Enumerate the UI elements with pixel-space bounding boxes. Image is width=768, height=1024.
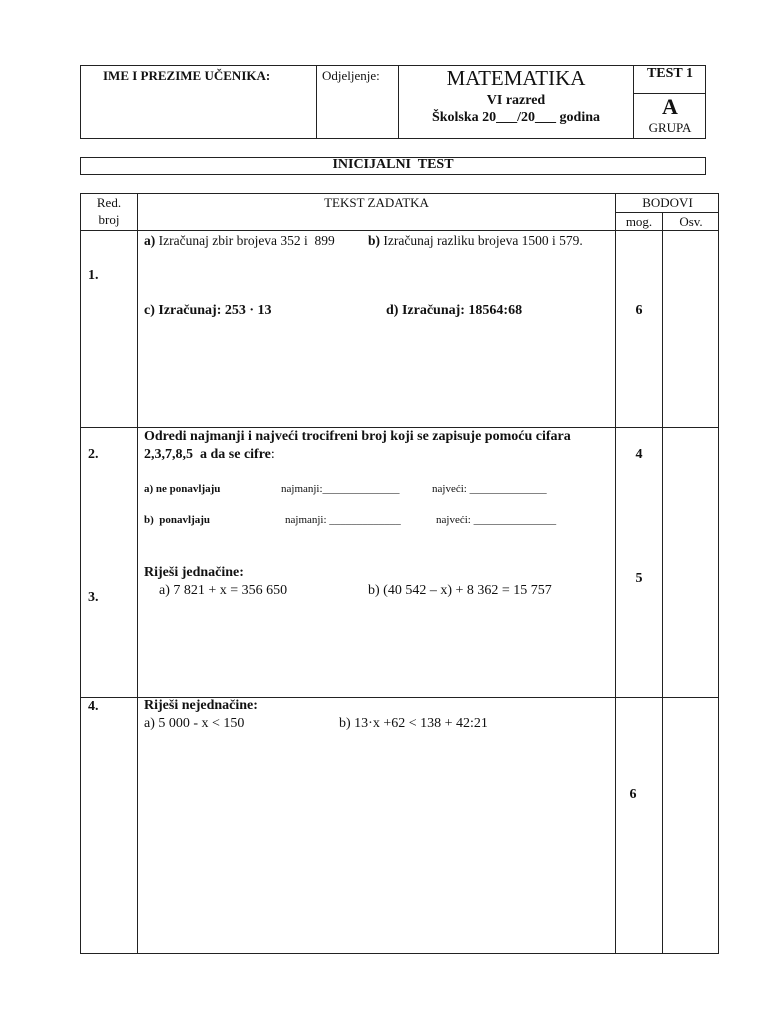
task-3b: b) (40 542 – x) + 8 362 = 15 757 xyxy=(368,583,552,598)
grade-label: VI razred xyxy=(486,93,546,108)
task-3-title: Riješi jednačine: xyxy=(144,565,244,580)
task-2b-min: najmanji: _____________ xyxy=(285,514,401,526)
col-header-red: Red. xyxy=(96,195,122,210)
divider xyxy=(80,230,719,231)
subject-title: MATEMATIKA xyxy=(446,66,586,90)
divider xyxy=(662,212,663,954)
task-2-line2-colon: : xyxy=(270,447,275,462)
task-1d: d) Izračunaj: 18564:68 xyxy=(386,303,523,318)
task-2a-min: najmanji:______________ xyxy=(281,483,400,495)
col-header-text: TEKST ZADATKA xyxy=(324,195,429,210)
col-header-points: BODOVI xyxy=(642,195,693,210)
task-points: 6 xyxy=(635,303,643,318)
task-2a-max: najveći: ______________ xyxy=(432,483,547,495)
group-letter: A xyxy=(662,94,678,119)
task-2-line2-text: 2,3,7,8,5 a da se cifre xyxy=(144,447,271,462)
divider xyxy=(615,212,719,213)
task-1b xyxy=(368,233,583,249)
task-points: 5 xyxy=(635,571,643,586)
task-1a xyxy=(144,233,335,249)
group-label: GRUPA xyxy=(648,120,692,135)
col-header-broj: broj xyxy=(98,212,120,227)
task-2b-label: b) ponavljaju xyxy=(144,514,211,526)
test-label: TEST 1 xyxy=(646,66,694,81)
task-number: 4. xyxy=(88,699,99,714)
task-1b-label: b) xyxy=(368,233,381,248)
task-4-title: Riješi nejednačine: xyxy=(144,698,258,713)
divider xyxy=(137,193,138,954)
col-header-possible: mog. xyxy=(625,214,653,229)
task-2-line1: Odredi najmanji i najveći trocifreni broj koji se zapisuje pomoću cifara xyxy=(144,429,571,444)
task-number: 2. xyxy=(88,447,99,462)
task-2-line2 xyxy=(144,447,275,463)
student-name-label: IME I PREZIME UČENIKA: xyxy=(103,68,271,83)
task-1c: c) Izračunaj: 253 · 13 xyxy=(144,303,272,318)
class-label: Odjeljenje: xyxy=(322,68,380,83)
test-title: INICIJALNI TEST xyxy=(332,157,454,172)
col-header-earned: Osv. xyxy=(679,214,703,229)
school-year: Školska 20___/20___ godina xyxy=(431,110,601,125)
task-1a-label: a) xyxy=(144,233,156,248)
divider xyxy=(80,427,719,428)
task-4a: a) 5 000 - x < 150 xyxy=(144,716,245,731)
task-2a-label: a) ne ponavljaju xyxy=(144,483,221,495)
task-number: 3. xyxy=(88,590,99,605)
task-number: 1. xyxy=(88,268,99,283)
task-3a: a) 7 821 + x = 356 650 xyxy=(159,583,288,598)
task-1b-text: Izračunaj razliku brojeva 1500 i 579. xyxy=(383,233,583,248)
task-points: 4 xyxy=(635,447,643,462)
task-4b: b) 13·x +62 < 138 + 42:21 xyxy=(339,716,488,731)
task-1a-text: Izračunaj zbir brojeva 352 i 899 xyxy=(158,233,335,248)
task-2b-max: najveći: _______________ xyxy=(436,514,557,526)
divider xyxy=(316,65,317,139)
task-points: 6 xyxy=(629,787,637,802)
